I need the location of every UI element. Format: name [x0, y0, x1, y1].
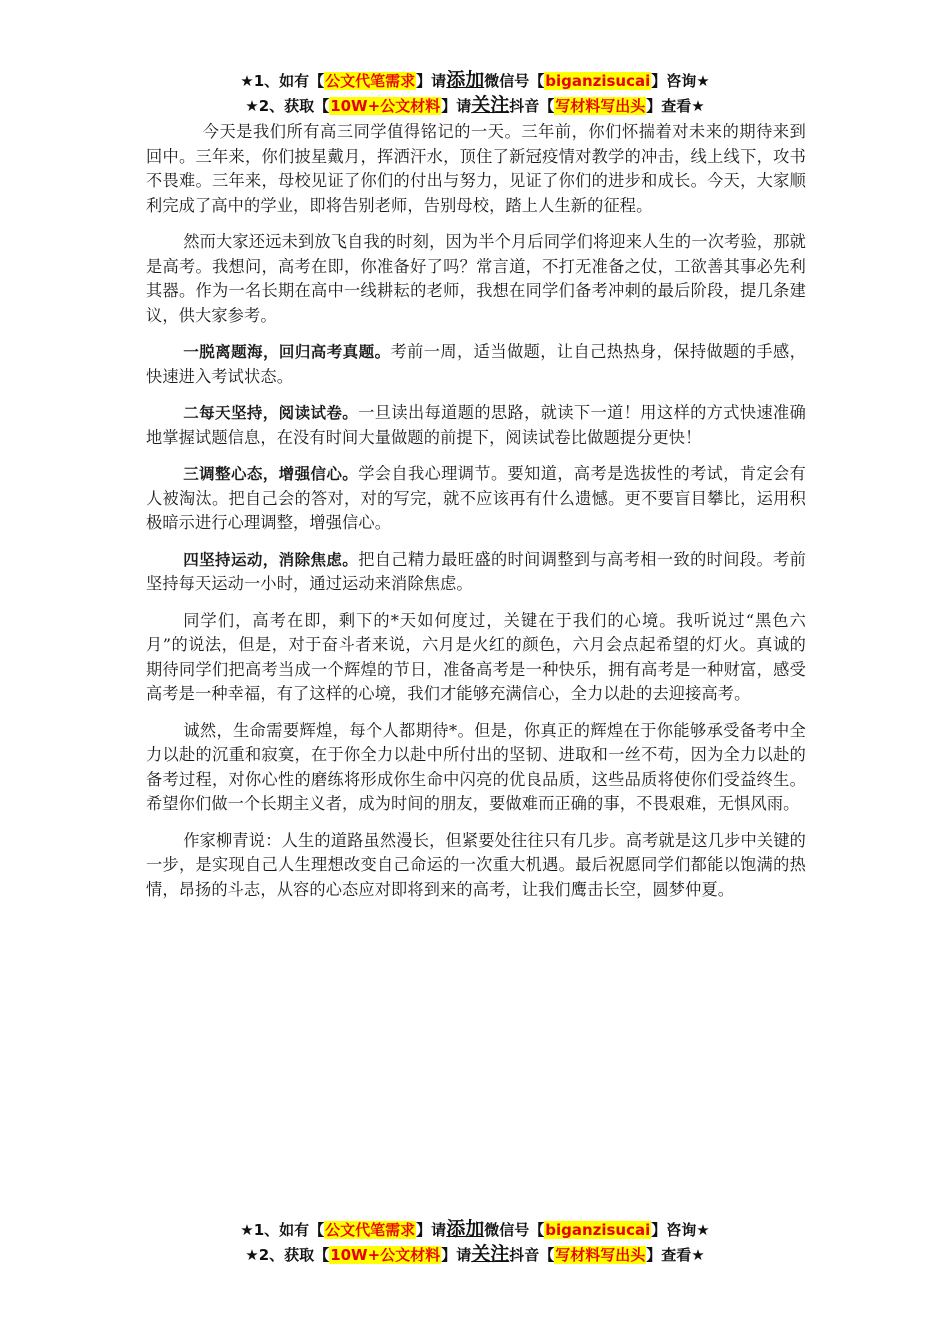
banner-text: 抖音【 — [509, 97, 555, 115]
banner-line-2 — [0, 93, 950, 118]
banner-emphasis: 添加 — [446, 69, 485, 91]
paragraph-5 — [146, 462, 806, 536]
banner-line-1 — [0, 1217, 950, 1242]
paragraph-6 — [146, 548, 806, 597]
banner-text: 】请 — [441, 97, 472, 115]
banner-highlight: 10W+公文材料 — [330, 1246, 441, 1264]
banner-wechat-id: biganzisucai — [545, 72, 651, 90]
banner-text: ★1、如有【 — [240, 1221, 325, 1239]
banner-text: 】咨询★ — [651, 1221, 710, 1239]
paragraph-2: 然而大家还远未到放飞自我的时刻，因为半个月后同学们将迎来人生的一次考验，那就是高考。我想问，高考在即，你准备好了吗？常言道，不打无准备之仗，工欲善其事必先利其器。作为一名长期在高中一线耕耘的老师，我想在同学们备考冲刺的最后阶段，提几条建议，供大家参考。 — [146, 232, 806, 325]
banner-text: ★1、如有【 — [240, 72, 325, 90]
banner-text: 微信号【 — [484, 1221, 545, 1239]
banner-highlight: 10W+公文材料 — [330, 97, 441, 115]
advice-heading-1: 一脱离题海，回归高考真题。 — [183, 343, 391, 361]
paragraph-9: 作家柳青说：人生的道路虽然漫长，但紧要处往往只有几步。高考就是这几步中关键的一步，是实现自己人生理想改变自己命运的一次重大机遇。最后祝愿同学们都能以饱满的热情，昂扬的斗志，从容的心态应对即将到来的高考，让我们鹰击长空，圆梦仲夏。 — [146, 830, 806, 899]
banner-emphasis: 添加 — [446, 1218, 485, 1240]
banner-text: 微信号【 — [484, 72, 545, 90]
paragraph-3 — [146, 340, 806, 389]
paragraph-1: 今天是我们所有高三同学值得铭记的一天。三年前，你们怀揣着对未来的期待来到回中。三年来，你们披星戴月，挥洒汗水，顶住了新冠疫情对教学的冲击，线上线下，攻书不畏难。三年来，母校见证了你们的付出与努力，见证了你们的进步和成长。今天，大家顺利完成了高中的学业，即将告别老师，告别母校，踏上人生新的征程。 — [146, 122, 806, 215]
advice-heading-2: 二每天坚持，阅读试卷。 — [183, 404, 359, 422]
banner-text: ★2、获取【 — [245, 1246, 330, 1264]
banner-line-1 — [0, 68, 950, 93]
banner-text: 】请 — [441, 1246, 472, 1264]
advice-text-2: 一旦读出每道题的思路，就读下一道！用这样的方式快速准确地掌握试题信息，在没有时间大量做题的前提下，阅读试卷比做题提分更快！ — [146, 403, 806, 447]
banner-text: ★2、获取【 — [245, 97, 330, 115]
paragraph-4 — [146, 401, 806, 450]
footer-banner — [0, 1217, 950, 1267]
banner-highlight: 公文代笔需求 — [325, 72, 416, 90]
header-banner — [0, 68, 950, 118]
banner-text: 】查看★ — [646, 97, 705, 115]
banner-text: 】咨询★ — [651, 72, 710, 90]
banner-text: 】请 — [416, 1221, 447, 1239]
banner-emphasis: 关注 — [471, 94, 510, 116]
banner-douyin-id: 写材料写出头 — [555, 97, 646, 115]
banner-highlight: 公文代笔需求 — [325, 1221, 416, 1239]
article-body — [146, 120, 806, 914]
advice-text-3: 学会自我心理调节。要知道，高考是选拔性的考试，肯定会有人被淘汰。把自己会的答对，对的写完，就不应该再有什么遗憾。更不要盲目攀比，运用积极暗示进行心理调整，增强信心。 — [146, 464, 806, 532]
paragraph-7: 同学们，高考在即，剩下的*天如何度过，关键在于我们的心境。我听说过“黑色六月”的说法，但是，对于奋斗者来说，六月是火红的颜色，六月会点起希望的灯火。真诚的期待同学们把高考当成一个辉煌的节日，准备高考是一种快乐，拥有高考是一种财富，感受高考是一种幸福，有了这样的心境，我们才能够充满信心，全力以赴的去迎接高考。 — [146, 610, 806, 703]
banner-wechat-id: biganzisucai — [545, 1221, 651, 1239]
banner-emphasis: 关注 — [471, 1243, 510, 1265]
advice-heading-3: 三调整心态，增强信心。 — [183, 465, 359, 483]
paragraph-8: 诚然，生命需要辉煌，每个人都期待*。但是，你真正的辉煌在于你能够承受备考中全力以赴的沉重和寂寞，在于你全力以赴中所付出的坚韧、进取和一丝不苟，因为全力以赴的备考过程，对你心性的磨练将形成你生命中闪亮的优良品质，这些品质将使你们受益终生。希望你们做一个长期主义者，成为时间的朋友，要做难而正确的事，不畏艰难，无惧风雨。 — [146, 720, 806, 813]
advice-text-4: 把自己精力最旺盛的时间调整到与高考相一致的时间段。考前坚持每天运动一小时，通过运动来消除焦虑。 — [146, 549, 806, 593]
advice-text-1: 考前一周，适当做题，让自己热热身，保持做题的手感，快速进入考试状态。 — [146, 342, 807, 386]
banner-text: 抖音【 — [509, 1246, 555, 1264]
banner-text: 】请 — [416, 72, 447, 90]
advice-heading-4: 四坚持运动，消除焦虑。 — [183, 550, 359, 569]
banner-douyin-id: 写材料写出头 — [555, 1246, 646, 1264]
banner-line-2 — [0, 1242, 950, 1267]
banner-text: 】查看★ — [646, 1246, 705, 1264]
